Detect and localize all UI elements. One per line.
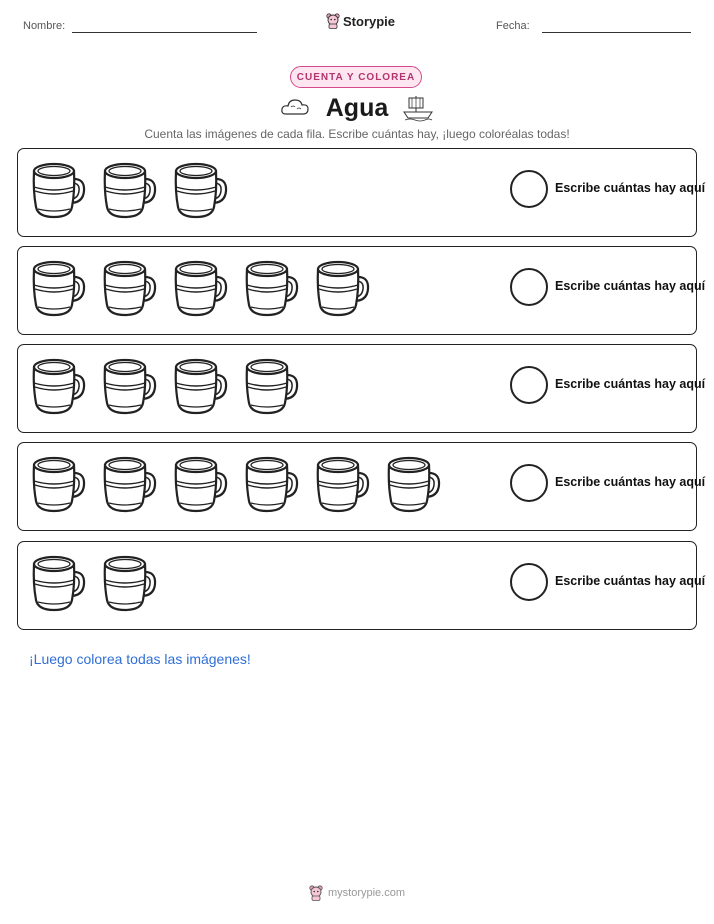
mug-icon bbox=[101, 259, 157, 317]
mug-icon bbox=[172, 357, 228, 415]
answer-circle[interactable] bbox=[510, 563, 548, 601]
date-label: Fecha: bbox=[496, 20, 530, 32]
mug-group bbox=[30, 357, 299, 415]
mug-icon bbox=[30, 259, 86, 317]
mug-group bbox=[30, 259, 370, 317]
mug-icon bbox=[385, 455, 441, 513]
mug-icon bbox=[101, 455, 157, 513]
counting-row bbox=[17, 344, 706, 433]
worksheet-title: Agua bbox=[325, 94, 389, 122]
counting-row bbox=[17, 541, 706, 630]
date-line bbox=[542, 32, 691, 33]
mug-group bbox=[30, 554, 157, 612]
bear-icon bbox=[309, 885, 323, 901]
mug-icon bbox=[172, 259, 228, 317]
mug-icon bbox=[30, 161, 86, 219]
answer-circle[interactable] bbox=[510, 268, 548, 306]
worksheet-header bbox=[0, 0, 714, 50]
bear-icon bbox=[326, 13, 340, 29]
mug-icon bbox=[30, 554, 86, 612]
answer-label: Escribe cuántas hay aquí bbox=[555, 574, 706, 588]
mug-icon bbox=[30, 455, 86, 513]
mug-icon bbox=[172, 161, 228, 219]
answer-label: Escribe cuántas hay aquí bbox=[555, 181, 706, 195]
site-footer bbox=[309, 885, 405, 901]
mug-group bbox=[30, 455, 441, 513]
instructions: Cuenta las imágenes de cada fila. Escribe cuántas hay, ¡luego coloréalas todas! bbox=[144, 127, 570, 141]
counting-row bbox=[17, 148, 706, 237]
brand-name: Storypie bbox=[343, 13, 396, 29]
mug-icon bbox=[243, 259, 299, 317]
mug-icon bbox=[101, 357, 157, 415]
answer-label: Escribe cuántas hay aquí bbox=[555, 279, 706, 293]
mug-icon bbox=[243, 455, 299, 513]
mug-group bbox=[30, 161, 228, 219]
name-label: Nombre: bbox=[23, 20, 66, 32]
counting-row bbox=[17, 246, 706, 335]
site-url: mystorypie.com bbox=[328, 887, 406, 899]
answer-circle[interactable] bbox=[510, 464, 548, 502]
mug-icon bbox=[101, 554, 157, 612]
counting-row bbox=[17, 442, 706, 531]
mug-icon bbox=[101, 161, 157, 219]
answer-label: Escribe cuántas hay aquí bbox=[555, 377, 706, 391]
name-line bbox=[72, 32, 257, 33]
title-row bbox=[0, 92, 714, 124]
ship-icon bbox=[402, 94, 434, 122]
mug-icon bbox=[243, 357, 299, 415]
mug-icon bbox=[314, 259, 370, 317]
footer-note: ¡Luego colorea todas las imágenes! bbox=[29, 651, 251, 667]
answer-label: Escribe cuántas hay aquí bbox=[555, 475, 706, 489]
answer-circle[interactable] bbox=[510, 170, 548, 208]
activity-badge: CUENTA Y COLOREA bbox=[290, 66, 422, 88]
mug-icon bbox=[314, 455, 370, 513]
mug-icon bbox=[172, 455, 228, 513]
answer-circle[interactable] bbox=[510, 366, 548, 404]
brand-logo bbox=[326, 13, 395, 29]
mug-icon bbox=[30, 357, 86, 415]
